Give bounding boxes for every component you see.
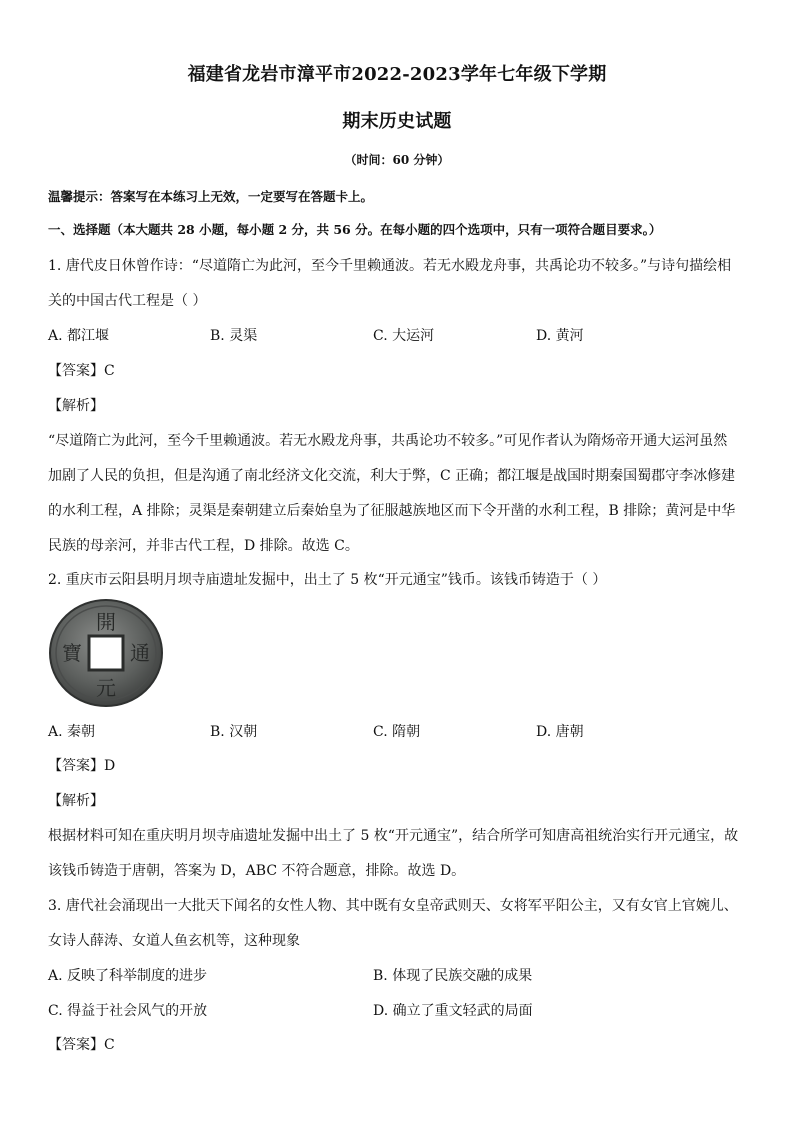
q3-stem-line1: 3. 唐代社会涌现出一大批天下闻名的女性人物、其中既有女皇帝武则天、女将军平阳公主，又有女官上官婉儿、 [48,898,738,914]
exam-title-line1: 福建省龙岩市漳平市2022-2023学年七年级下学期 [187,64,607,85]
q1-option-b: B. 灵渠 [210,328,258,344]
coin-char-top: 開 [96,610,116,634]
q2-analysis-line1: 根据材料可知在重庆明月坝寺庙遗址发掘中出土了 5 枚“开元通宝”，结合所学可知唐高祖统治实行开元通宝，故 [48,828,739,844]
exam-title-line2: 期末历史试题 [342,111,452,132]
q1-stem-line1: 1. 唐代皮日休曾作诗：“尽道隋亡为此河，至今千里赖通波。若无水殿龙舟事，共禹论功不较多。”与诗句描绘相 [48,258,732,274]
coin-char-left: 寶 [62,641,82,665]
q2-analysis-line2: 该钱币铸造于唐朝，答案为 D，ABC 不符合题意，排除。故选 D。 [48,863,466,879]
q2-answer: 【答案】D [48,758,116,774]
q2-option-d: D. 唐朝 [536,724,584,740]
q1-analysis-line1: “尽道隋亡为此河，至今千里赖通波。若无水殿龙舟事，共禹论功不较多。”可见作者认为隋炀帝开通大运河虽然 [48,433,728,449]
q2-option-b: B. 汉朝 [210,724,258,740]
coin-char-bottom: 元 [96,676,116,700]
q1-analysis-line3: 的水利工程，A 排除；灵渠是秦朝建立后秦始皇为了征服越族地区而下令开凿的水利工程，B 排除；黄河是中华 [48,503,736,519]
q1-stem-line2: 关的中国古代工程是（ ） [48,293,207,309]
q1-analysis-line4: 民族的母亲河，并非古代工程，D 排除。故选 C。 [48,538,359,554]
q3-option-d: D. 确立了重文轻武的局面 [373,1003,533,1019]
q1-option-c: C. 大运河 [373,328,435,344]
exam-time: （时间：60 分钟） [344,153,450,167]
q2-stem: 2. 重庆市云阳县明月坝寺庙遗址发掘中，出土了 5 枚“开元通宝”钱币。该钱币铸造于（ ） [48,572,607,588]
coin-char-right: 通 [130,641,150,665]
q2-analysis-label: 【解析】 [48,793,104,809]
q3-option-c: C. 得益于社会风气的开放 [48,1003,208,1019]
q1-analysis-label: 【解析】 [48,398,104,414]
q1-option-d: D. 黄河 [536,328,584,344]
q1-analysis-line2: 加剧了人民的负担，但是沟通了南北经济文化交流，利大于弊，C 正确；都江堰是战国时期秦国蜀郡守李冰修建 [48,468,736,484]
q2-option-a: A. 秦朝 [48,724,96,740]
section-heading: 一、选择题（本大题共 28 小题，每小题 2 分，共 56 分。在每小题的四个选项中，只有一项符合题目要求。） [48,222,662,237]
q1-option-a: A. 都江堰 [48,328,110,344]
tip-text: 温馨提示：答案写在本练习上无效，一定要写在答题卡上。 [48,189,374,204]
q1-answer: 【答案】C [48,363,115,379]
q3-option-a: A. 反映了科举制度的进步 [48,968,208,984]
q3-stem-line2: 女诗人薛涛、女道人鱼玄机等，这种现象 [48,933,300,949]
q3-option-b: B. 体现了民族交融的成果 [373,968,533,984]
q3-answer: 【答案】C [48,1037,115,1053]
kaiyuan-coin-image [48,599,164,707]
q2-option-c: C. 隋朝 [373,724,421,740]
